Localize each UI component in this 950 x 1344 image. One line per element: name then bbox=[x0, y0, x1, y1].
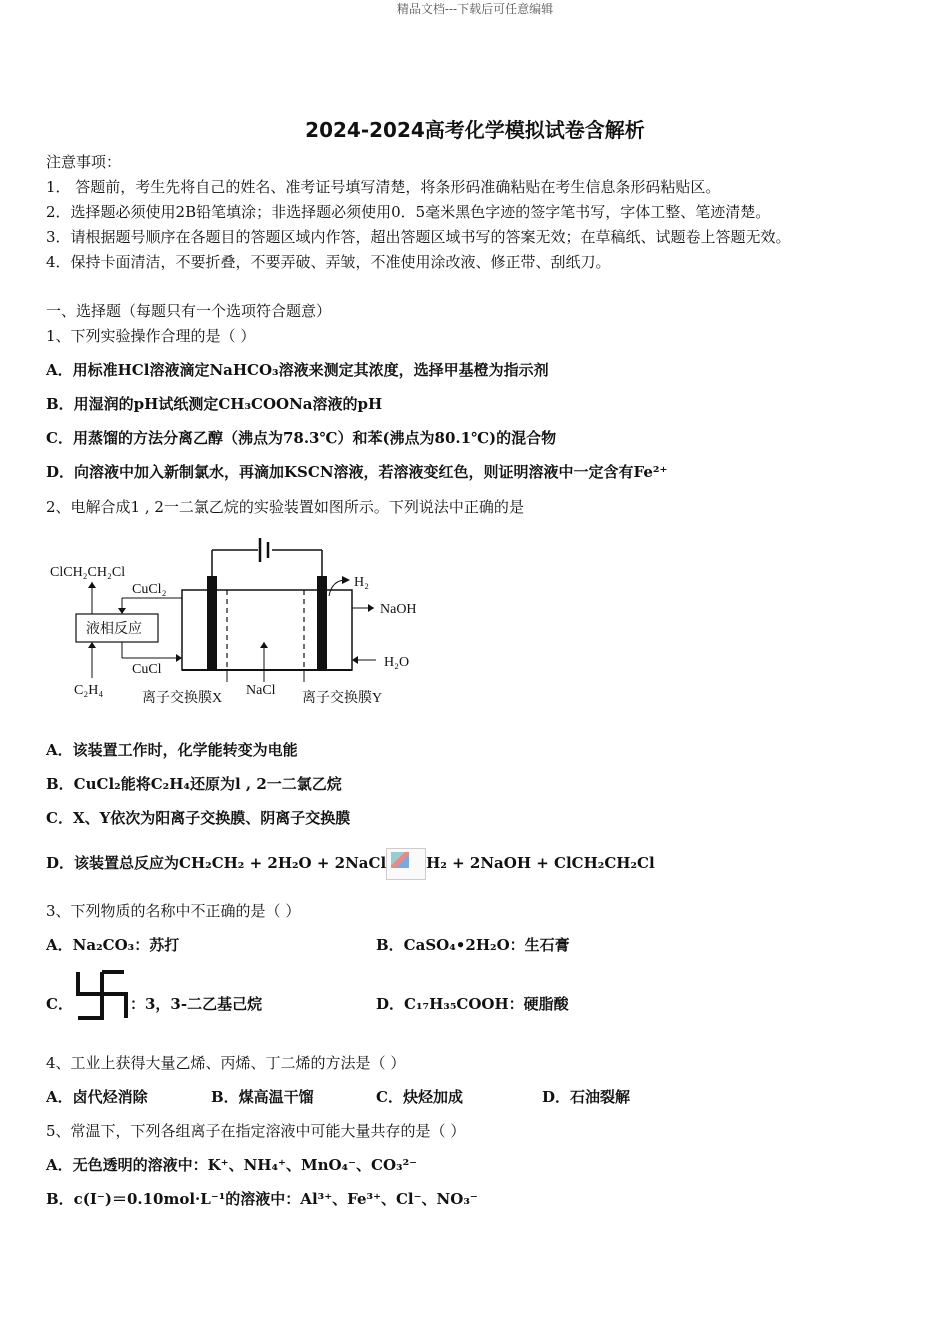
notice-item-4: 4．保持卡面清洁，不要折叠，不要弄破、弄皱，不准使用涂改液、修正带、刮纸刀。 bbox=[46, 253, 611, 271]
label-membrane-y: 离子交换膜Y bbox=[302, 691, 383, 706]
q1-option-b: B．用湿润的pH试纸测定CH₃COONa溶液的pH bbox=[46, 395, 383, 413]
label-h2o: H₂O bbox=[384, 655, 410, 670]
q5-option-b: B．c(I⁻)＝0.10mol·L⁻¹的溶液中：Al³⁺、Fe³⁺、Cl⁻、NO₃⁻ bbox=[46, 1190, 478, 1208]
notice-heading: 注意事项： bbox=[46, 153, 122, 171]
q5-stem: 5、常温下，下列各组离子在指定溶液中可能大量共存的是（ ） bbox=[46, 1122, 466, 1140]
label-cucl2: CuCl₂ bbox=[132, 582, 167, 597]
q1-option-d: D．向溶液中加入新制氯水，再滴加KSCN溶液，若溶液变红色，则证明溶液中一定含有Fe²⁺ bbox=[46, 463, 668, 481]
q3-stem: 3、下列物质的名称中不正确的是（ ） bbox=[46, 902, 301, 920]
label-membrane-x: 离子交换膜X bbox=[142, 691, 223, 706]
q2-option-d bbox=[46, 848, 655, 880]
q2-option-d-pre: D．该装置总反应为CH₂CH₂ + 2H₂O + 2NaCl bbox=[46, 854, 387, 872]
notice-item-3: 3．请根据题号顺序在各题目的答题区域内作答，超出答题区域书写的答案无效；在草稿纸、试题卷上答题无效。 bbox=[46, 228, 791, 246]
label-cucl: CuCl bbox=[132, 662, 162, 677]
label-product: ClCH₂CH₂Cl bbox=[50, 565, 126, 580]
label-naoh: NaOH bbox=[380, 602, 417, 617]
skeletal-structure-icon bbox=[76, 968, 128, 1020]
section-heading: 一、选择题（每题只有一个选项符合题意） bbox=[46, 302, 332, 320]
header-note: 精品文档---下载后可任意编辑 bbox=[396, 2, 554, 16]
label-c2h4: C₂H₄ bbox=[74, 683, 104, 698]
q4-option-c: C．炔烃加成 bbox=[376, 1088, 463, 1106]
q4-option-d: D．石油裂解 bbox=[542, 1088, 631, 1106]
q3-option-c bbox=[46, 994, 73, 1014]
notice-item-2: 2．选择题必须使用2B铅笔填涂；非选择题必须使用0．5毫米黑色字迹的签字笔书写，字体工整、笔迹清楚。 bbox=[46, 203, 771, 221]
q2-option-d-post: H₂ + 2NaOH + ClCH₂CH₂Cl bbox=[426, 854, 655, 872]
q1-option-a: A．用标准HCl溶液滴定NaHCO₃溶液来测定其浓度，选择甲基橙为指示剂 bbox=[46, 361, 549, 379]
electrolysis-diagram bbox=[46, 532, 446, 712]
notice-item-1: 1． 答题前，考生先将自己的姓名、准考证号填写清楚，将条形码准确粘贴在考生信息条形码粘贴区。 bbox=[46, 178, 721, 196]
page-title: 2024-2024高考化学模拟试卷含解析 bbox=[305, 118, 645, 142]
q1-option-c: C．用蒸馏的方法分离乙醇（沸点为78.3℃）和苯(沸点为80.1℃)的混合物 bbox=[46, 429, 557, 447]
q1-stem: 1、下列实验操作合理的是（ ） bbox=[46, 327, 256, 345]
q3-option-a: A．Na₂CO₃：苏打 bbox=[46, 936, 180, 954]
q4-option-a: A．卤代烃消除 bbox=[46, 1088, 148, 1106]
q2-stem: 2、电解合成1 , 2一二氯乙烷的实验装置如图所示。下列说法中正确的是 bbox=[46, 498, 524, 516]
q2-option-a: A．该装置工作时，化学能转变为电能 bbox=[46, 741, 298, 759]
label-h2: H₂ bbox=[354, 575, 369, 590]
broken-image-icon bbox=[386, 848, 426, 880]
q3-option-c-text: ：3，3-二乙基己烷 bbox=[130, 995, 263, 1013]
q5-option-a: A．无色透明的溶液中：K⁺、NH₄⁺、MnO₄⁻、CO₃²⁻ bbox=[46, 1156, 418, 1174]
q4-option-b: B．煤高温干馏 bbox=[211, 1088, 314, 1106]
q3-option-c-label: C． bbox=[46, 995, 73, 1013]
q2-option-c: C．X、Y依次为阳离子交换膜、阴离子交换膜 bbox=[46, 809, 351, 827]
label-nacl: NaCl bbox=[246, 683, 276, 698]
q4-stem: 4、工业上获得大量乙烯、丙烯、丁二烯的方法是（ ） bbox=[46, 1054, 406, 1072]
q3-option-b: B．CaSO₄•2H₂O：生石膏 bbox=[376, 936, 570, 954]
q2-option-b: B．CuCl₂能将C₂H₄还原为l , 2一二氯乙烷 bbox=[46, 775, 342, 793]
q3-option-d: D．C₁₇H₃₅COOH：硬脂酸 bbox=[376, 995, 569, 1013]
label-reaction: 液相反应 bbox=[86, 622, 142, 637]
